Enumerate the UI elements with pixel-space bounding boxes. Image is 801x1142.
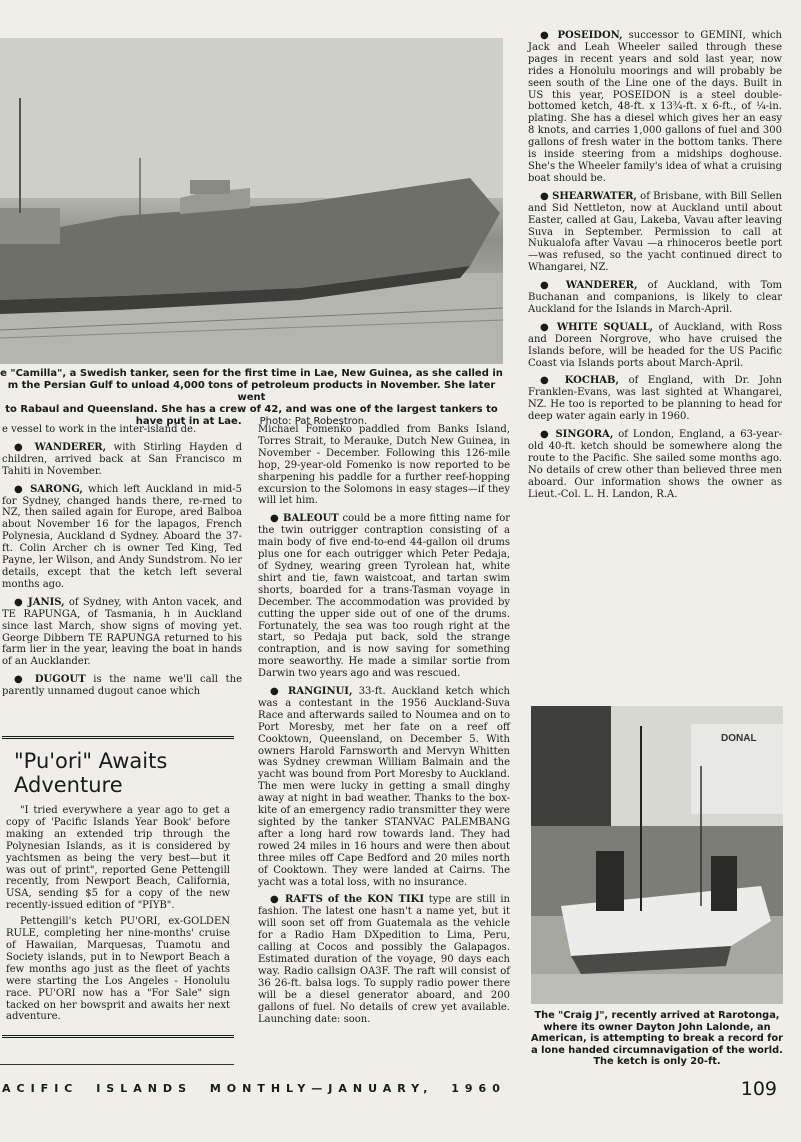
item-text: could be a more fitting name for the twin outrigger contraption consisting of a main body of five end-to-end 44-gallon oil drums plus one for each outrigger which Peter Pedaja, of Sydney, wearing green Tyrolean hat, white shirt and tie, fawn waistcoat, and tartan swim shorts, boarded for a trans-Tasman voyage in December. The accommodation was provided by cutting the upper side out of one of the drums. Fortunately, the sea was too rough right at the start, so Pedaja put back, sold the strange contraption, and is now saving for something more seaworthy. He made a similar sortie from Darwin two years ago and was rescued. [258, 513, 511, 680]
puori-paragraph: "I tried everywhere a year ago to get a copy of 'Pacific Islands Year Book' before making an extended trip through the Polynesian Islands, as it is considered by yachtsmen as being the very best—but it was out of print", reported Gene Pettengill recently, from Newport Beach, California, USA, sending $5 for a copy of the new recently-issued edition of "PIYB". [6, 805, 230, 912]
puori-headline-line1: "Pu'ori" Awaits [14, 749, 168, 773]
tanker-caption-text: have put in at Lae. [135, 416, 242, 427]
col3-item-shearwater: ● SHEARWATER, of Brisbane, with Bill Sellen and Sid Nettleton, now at Auckland until about Easter, called at Gau, Lakeba, Vavau after leaving Suva in September. Permission to call at Nukualofa after Vavau —a rhinoceros beetle port—was refused, so the yacht continued direct to Whangarei, NZ. [528, 190, 782, 274]
item-text: with Stirling Hayden d children, arrived back at San Francisco m Tahiti in November. [2, 441, 242, 477]
item-lead: WHITE SQUALL, [556, 321, 653, 333]
item-lead: SINGORA, [555, 429, 614, 441]
donal-sign-text: DONAL [721, 733, 757, 744]
col2-item-ranginui: ● RANGINUI, 33-ft. Auckland ketch which was a contestant in the 1956 Auckland-Suva Race and afterwards sailed to Noumea and on to Port Moresby, met her fate on a reef off Cooktown, Queensland, on December 5. With owners Harold Farnsworth and Mervyn Whitten was Sydney crewman William Balmain and the yacht was bound from Port Moresby to Auckland. The men were lucky in getting a small dinghy away at night in bad weather. Thanks to the box-kite of an emergency radio transmitter they were sighted by the tanker STANVAC PALEMBANG after a long hard row towards land. They had rowed 24 miles in 16 hours and were then about three miles off Cape Bedford and 20 miles north of Cooktown. They were landed at Cairns. The yacht was a total loss, with no insurance. [258, 686, 510, 888]
item-text: of Brisbane, with Bill Sellen and Sid Nettleton, now at Auckland until about Easter, called at Gau, Lakeba, Vavau after leaving Suva in September. Permission to call at Nukualofa after Vavau —a rhinoceros beetle port—was refused, so the yacht continued direct to Whangarei, NZ. [528, 190, 782, 274]
col1-item-janis: ● JANIS, of Sydney, with Anton vacek, and TE RAPUNGA, of Tasmania, h in Auckland since last March, show signs of moving yet. George Dibbern TE RAPUNGA returned to his farm lier in the year, leaving the boat in hands of an Aucklander. [2, 596, 242, 668]
puori-body [2, 805, 234, 1023]
photo-credit: Photo: Pat Robestron. [259, 416, 368, 427]
column-left [2, 424, 242, 704]
item-lead: BALEOUT [283, 513, 339, 525]
col2-item-baleout: ● BALEOUT could be a more fitting name for the twin outrigger contraption consisting of a main body of five end-to-end 44-gallon oil drums plus one for each outrigger which Peter Pedaja, of Sydney, wearing green Tyrolean hat, white shirt and tie, fawn waistcoat, and tartan swim shorts, boarded for a trans-Tasman voyage in December. The accommodation was provided by cutting the upper side out of one of the drums. Fortunately, the sea was too rough right at the start, so Pedaja put back, sold the strange contraption, and is now saving for something more seaworthy. He made a similar sortie from Darwin two years ago and was rescued. [258, 513, 511, 680]
tanker-caption [0, 368, 503, 428]
col1-item-sarong: ● SARONG, which left Auckland in mid-5 for Sydney, changed hands there, re-rned to NZ, then sailed again for Europe, ared Balboa about November 16 for the lapagos, French Polynesia, Auckland d Sydney. Aboard the 37-ft. Colin Archer ch is owner Ted King, Ted Payne, ler Wilson, and Andy Sundstrom. No ier details, except that the ketch left several months ago. [2, 483, 242, 590]
tanker-caption-line: e "Camilla", a Swedish tanker, seen for the first time in Lae, New Guinea, as she called in [0, 368, 503, 379]
col2-paragraph: Michael Fomenko paddled from Banks Island, Torres Strait, to Merauke, Dutch New Guinea, in November - December. Following this 126-mile hop, 29-year-old Fomenko is now reported to be sharpening his paddle for a further reef-hopping excursion to the Solomons in easy stages—if they will let him. [258, 424, 510, 507]
running-title: ACIFIC ISLANDS MONTHLY—JANUARY, 1960 [2, 1082, 506, 1095]
column-middle [258, 424, 510, 1031]
item-text: successor to GEMINI, which Jack and Leah Wheeler sailed through these pages in recent years and sold last year, now rides a Honolulu moorings and will probably be seen south of the Line one of the days. Built in US this year, POSEIDON is a steel double-bottomed ketch, 48-ft. x 13¾-ft. x 6-ft., of ¼-in. plating. She has a diesel which gives her an easy 8 knots, and carries 1,000 gallons of fuel and 300 gallons of fresh water in the bottom tanks. There is inside steering from a midships doghouse. She's the Wheeler family's idea of what a cruising boat should be. [528, 30, 783, 184]
item-lead: RANGINUI, [288, 686, 353, 698]
tanker-caption-line: m the Persian Gulf to unload 4,000 tons of petroleum products in November. She later went [7, 380, 496, 403]
col1-item-dugout: ● DUGOUT is the name we'll call the parently unnamed dugout canoe which [2, 674, 242, 698]
puori-paragraph: Pettengill's ketch PU'ORI, ex-GOLDEN RULE, completing her nine-months' cruise of Hawaiian, Marquesas, Tuamotu and Society islands, put in to Newport Beach a few months ago just as the fleet of yachts were starting the Los Angeles - Honolulu race. PU'ORI now has a "For Sale" sign tacked on her bowsprit and awaits her next adventure. [6, 916, 230, 1023]
item-lead: WANDERER, [565, 280, 638, 292]
col2-item-rafts: ● RAFTS of the KON TIKI type are still in fashion. The latest one hasn't a name yet, but it will soon set off from Guatemala as the vehicle for a Radio Ham DXpedition to Lima, Peru, calling at Cocos and possibly the Galapagos. Estimated duration of the voyage, 90 days each way. Radio callsign OA3F. The raft will consist of 36 26-ft. balsa logs. To supply radio power there will be a diesel generator aboard, and 200 gallons of fuel. No details of crew yet available. Launching date: soon. [258, 894, 510, 1025]
col3-item-singora: ● SINGORA, of London, England, a 63-year-old 40-ft. ketch should be somewhere along the route to the Pacific. She sailed some months ago. No details of crew other than believed three men aboard. Our information shows the owner as Lieut.-Col. L. H. Landon, R.A. [528, 429, 782, 500]
item-text: of London, England, a 63-year-old 40-ft. ketch should be somewhere along the route to the Pacific. She sailed some months ago. No details of crew other than believed three men aboard. Our information shows the owner as Lieut.-Col. L. H. Landon, R.A. [528, 429, 782, 500]
ketch-photo [531, 706, 783, 1004]
ketch-illustration [531, 706, 783, 1004]
item-lead: POSEIDON, [557, 30, 623, 41]
item-lead: SARONG, [30, 483, 83, 495]
col3-item-poseidon: ● POSEIDON, successor to GEMINI, which Jack and Leah Wheeler sailed through these pages in recent years and sold last year, now rides a Honolulu moorings and will probably be seen south of the Line one of the days. Built in US this year, POSEIDON is a steel double-bottomed ketch, 48-ft. x 13¾-ft. x 6-ft., of ¼-in. plating. She has a diesel which gives her an easy 8 knots, and carries 1,000 gallons of fuel and 300 gallons of fresh water in the bottom tanks. There is inside steering from a midships doghouse. She's the Wheeler family's idea of what a cruising boat should be. [528, 30, 783, 184]
col3-item-kochab: ● KOCHAB, of England, with Dr. John Franklen-Evans, was last sighted at Whangarei, NZ. He too is reported to be planning to head for deep water again early in 1960. [528, 375, 783, 423]
item-text: is the name we'll call the parently unnamed dugout canoe which [2, 674, 242, 698]
item-lead: WANDERER, [34, 441, 107, 453]
item-lead: KOCHAB, [564, 375, 619, 387]
page-number: 109 [740, 1078, 777, 1100]
item-text: of Sydney, with Anton vacek, and TE RAPUNGA, of Tasmania, h in Auckland since last March, show signs of moving yet. George Dibbern TE RAPUNGA returned to his farm lier in the year, leaving the boat in hands of an Aucklander. [2, 596, 242, 668]
puori-headline-line2: Adventure [14, 773, 123, 797]
tanker-illustration [0, 38, 503, 364]
col3-item-white-squall: ● WHITE SQUALL, of Auckland, with Ross and Doreen Norgrove, who have cruised the Islands before, will be headed for the US Pacific Coast via Islands ports about March-April. [528, 321, 782, 369]
column-right [528, 30, 782, 507]
item-lead: JANIS, [28, 596, 65, 608]
item-text: of Auckland, with Tom Buchanan and companions, is likely to clear Auckland for the Islands in March-April. [528, 280, 783, 315]
col1-item-wanderer: ● WANDERER, with Stirling Hayden d children, arrived back at San Francisco m Tahiti in November. [2, 441, 242, 477]
item-lead: DUGOUT [34, 674, 86, 686]
item-lead: RAFTS of the KON TIKI [285, 894, 425, 906]
item-text: type are still in fashion. The latest one hasn't a name yet, but it will soon set off from Guatemala as the vehicle for a Radio Ham DXpedition to Lima, Peru, calling at Cocos and possibly the Galapagos. Estimated duration of the voyage, 90 days each way. Radio callsign OA3F. The raft will consist of 36 26-ft. balsa logs. To supply radio power there will be a diesel generator aboard, and 200 gallons of fuel. No details of crew yet available. Launching date: soon. [258, 894, 510, 1025]
tanker-photo [0, 38, 503, 364]
puori-headline [14, 749, 234, 797]
item-text: which left Auckland in mid-5 for Sydney, changed hands there, re-rned to NZ, then sailed again for Europe, ared Balboa about November 16 for the lapagos, French Polynesia, Auckland d Sydney. Aboard the 37-ft. Colin Archer ch is owner Ted King, Ted Payne, ler Wilson, and Andy Sundstrom. No ier details, except that the ketch left several months ago. [2, 483, 242, 590]
ketch-caption: The "Craig J", recently arrived at Rarotonga, where its owner Dayton John Lalonde, an American, is attempting to break a record for a lone handed circumnavigation of the world. The ketch is only 20-ft. [531, 1010, 783, 1067]
col3-item-wanderer: ● WANDERER, of Auckland, with Tom Buchanan and companions, is likely to clear Auckland for the Islands in March-April. [528, 280, 783, 315]
footer-rule [0, 1064, 234, 1065]
tanker-caption-line: to Rabaul and Queensland. She has a crew of 42, and was one of the largest tankers to [5, 404, 498, 415]
item-text: of Auckland, with Ross and Doreen Norgrove, who have cruised the Islands before, will be headed for the US Pacific Coast via Islands ports about March-April. [528, 321, 782, 369]
item-text: of England, with Dr. John Franklen-Evans, was last sighted at Whangarei, NZ. He too is reported to be planning to head for deep water again early in 1960. [528, 375, 783, 423]
col1-paragraph: e vessel to work in the inter-island de. [2, 424, 197, 435]
item-text: 33-ft. Auckland ketch which was a contestant in the 1956 Auckland-Suva Race and afterwards sailed to Noumea and on to Port Moresby, met her fate on a reef off Cooktown, Queensland, on December 5. With owners Harold Farnsworth and Mervyn Whitten was Sydney crewman William Balmain and the yacht was bound from Port Moresby to Auckland. The men were lucky in getting a small dinghy away at night in bad weather. Thanks to the box-kite of an emergency radio transmitter they were sighted by the tanker STANVAC PALEMBANG after a long hard row towards land. They had rowed 24 miles in 16 hours and were then about three miles off Cape Bedford and 20 miles north of Cooktown. They were landed at Cairns. The yacht was a total loss, with no insurance. [258, 686, 510, 888]
item-lead: SHEARWATER, [552, 190, 637, 202]
puori-box [2, 736, 234, 1038]
